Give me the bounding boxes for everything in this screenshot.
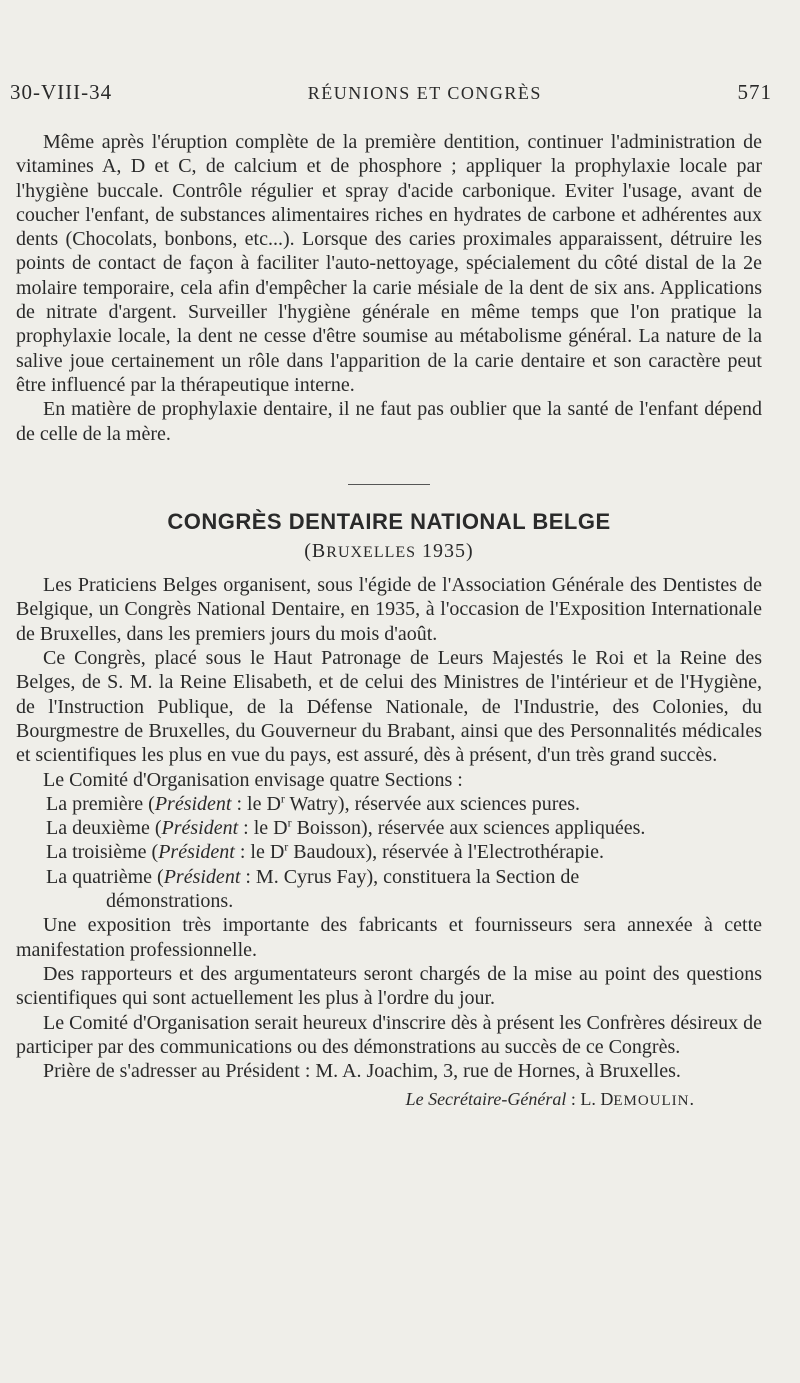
congress-paragraph-6: Le Comité d'Organisation serait heureux d'inscrire dès à présent les Confrères désireux de participer par des communications ou des démonstrations au succès de ce Congrès. bbox=[16, 1011, 762, 1058]
congress-paragraph-1: Les Praticiens Belges organisent, sous l'égide de l'Association Générale des Dentistes de Belgique, un Congrès National Dentaire, en 1935, à l'occasion de l'Exposition Internationale de Bruxelles, dans les premiers jours du mois d'août. bbox=[16, 574, 762, 645]
section-item-2: La deuxième (Président : le $D^r$ Boisson), réservée aux sciences appliquées. bbox=[46, 815, 646, 840]
intro-paragraph-2: En matière de prophylaxie dentaire, il ne faut pas oublier que la santé de l'enfant dépend de celle de la mère. bbox=[16, 398, 762, 445]
header-date: 30-VIII-34 bbox=[10, 80, 113, 104]
running-head bbox=[10, 80, 772, 105]
congress-paragraph-2: Ce Congrès, placé sous le Haut Patronage de Leurs Majestés le Roi et la Reine des Belges, de S. M. la Reine Elisabeth, et de celui des Ministres de l'intérieur et de l'Hygiène, de l'Instruction Publique, de la Défense Nationale, de l'Industrie, des Colonies, du Bourgmestre de Bruxelles, du Gouverneur du Brabant, ainsi que des Personnalités médicales et scientifiques les plus en vue du pays, est assuré, dès à présent, d'un très grand succès. bbox=[16, 647, 762, 767]
congress-paragraph-3: Le Comité d'Organisation envisage quatre Sections : bbox=[43, 768, 463, 791]
section-item-3: La troisième (Président : le $D^r$ Baudoux), réservée à l'Electrothérapie. bbox=[46, 839, 604, 864]
section-heading: CONGRÈS DENTAIRE NATIONAL BELGE bbox=[167, 508, 611, 534]
congress-paragraph-4: Une exposition très importante des fabricants et fournisseurs sera annexée à cette manifestation professionnelle. bbox=[16, 914, 762, 961]
section-divider bbox=[348, 484, 430, 485]
section-item-4-continuation: démonstrations. bbox=[106, 890, 234, 913]
intro-paragraph-1: Même après l'éruption complète de la première dentition, continuer l'administration de vitamines A, D et C, de calcium et de phosphore ; appliquer la prophylaxie locale par l'hygiène buccale. Contrôle régulier et spray d'acide carbonique. Eviter l'usage, avant de coucher l'enfant, de substances alimentaires riches en hydrates de carbone et adhérentes aux dents (Chocolats, bonbons, etc...). Lorsque des caries proximales apparaissent, détruire les points de contact de façon à faciliter l'auto-nettoyage, spécialement du côté distal de la 2e molaire temporaire, cela afin d'empêcher la carie mésiale de la dent de six ans. Applications de nitrate d'argent. Surveiller l'hygiène générale en même temps que l'on pratique la prophylaxie locale, la dent ne cesse d'être soumise au métabolisme général. La nature de la salive joue certainement un rôle dans l'apparition de la carie dentaire et son caractère peut être influencé par la thérapeutique interne. bbox=[16, 131, 762, 396]
header-title: RÉUNIONS ET CONGRÈS bbox=[307, 83, 542, 103]
page-body bbox=[16, 130, 762, 1114]
signature: Le Secrétaire-Général : L. DEMOULIN. bbox=[405, 1089, 694, 1110]
section-item-4: La quatrième (Président : M. Cyrus Fay), constituera la Section de bbox=[46, 865, 580, 888]
page-number: 571 bbox=[737, 80, 772, 104]
congress-paragraph-7: Prière de s'adresser au Président : M. A. Joachim, 3, rue de Hornes, à Bruxelles. bbox=[43, 1060, 681, 1083]
congress-paragraph-5: Des rapporteurs et des argumentateurs seront chargés de la mise au point des questions scientifiques qui sont actuellement les plus à l'ordre du jour. bbox=[16, 962, 762, 1010]
section-subtitle: (BRUXELLES 1935) bbox=[304, 539, 474, 562]
section-item-1: La première (Président : le $D^r$ Watry), réservée aux sciences pures. bbox=[46, 791, 581, 815]
